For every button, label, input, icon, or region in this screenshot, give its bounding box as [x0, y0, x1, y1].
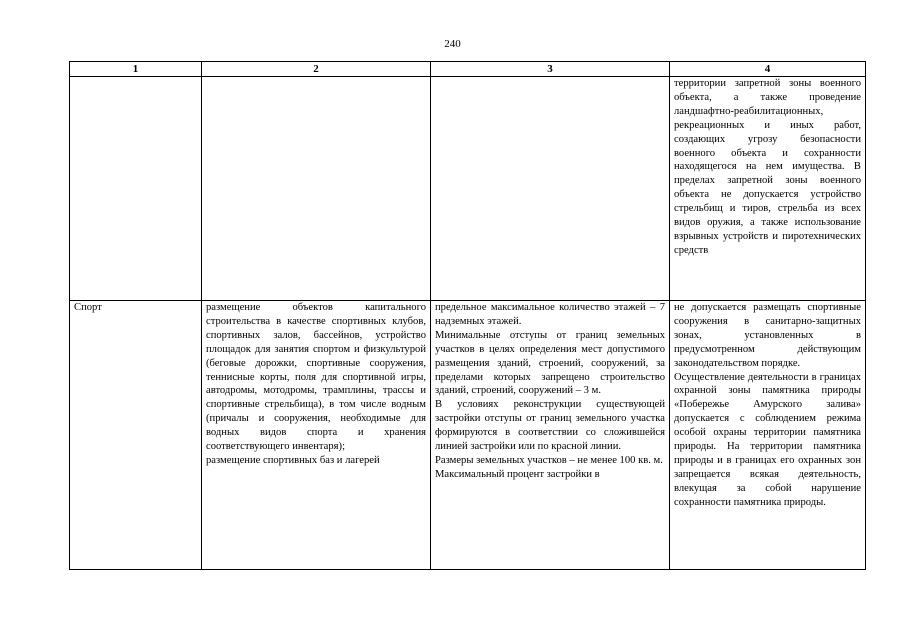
document-table — [69, 61, 866, 570]
table-cell — [670, 301, 866, 570]
restrictions-text: не допускается размещать спортивные сооружения в санитарно-защитных зонах, установленных в предусмотренном действующим законодательством порядке. Осуществление деятельности в границах охранной зоны памятника природы «Побережье Амурского залива» допускается с соблюдением режима особой охраны территории памятника природы. На территории памятника природы и в границах его охранных зон запрещается всякая деятельность, влекущая за собой нарушение сохранности памятника природы. — [674, 302, 861, 508]
parameters-text: предельное максимальное количество этажей – 7 надземных этажей. Минимальные отступы от границ земельных участков в целях определения мест допустимого размещения зданий, строений, сооружений, за пределами которых запрещено строительство зданий, строений, сооружений – 3 м. В условиях реконструкции существующей застройки отступы от границ земельного участка формируются в соответствии со сложившейся линией застройки или по красной линии. Размеры земельных участков – не менее 100 кв. м. Максимальный процент застройки в — [435, 302, 665, 480]
use-type-name: Спорт — [74, 302, 102, 313]
table-header-row — [70, 62, 866, 77]
column-header-1: 1 — [70, 62, 202, 77]
table-cell — [70, 77, 202, 301]
column-header-2: 2 — [202, 62, 431, 77]
column-header-3: 3 — [431, 62, 670, 77]
table-row-sport — [70, 301, 866, 570]
cell-text: территории запретной зоны военного объекта, а также проведение ландшафтно-реабилитационных, рекреационных и иных работ, создающих угрозу безопасности военного объекта и сохранности находящегося на нем имущества. В пределах запретной зоны военного объекта не допускается устройство стрельбищ и тиров, стрельба из всех видов оружия, а также использование взрывных устройств и пиротехнических средств — [674, 78, 861, 256]
table-cell — [202, 77, 431, 301]
table-cell — [202, 301, 431, 570]
table-row-continuation — [70, 77, 866, 301]
table-cell — [431, 301, 670, 570]
use-description: размещение объектов капитального строительства в качестве спортивных клубов, спортивных залов, бассейнов, устройство площадок для занятия спортом и физкультурой (беговые дорожки, спортивные сооружения, теннисные корты, поля для спортивной игры, автодромы, мотодромы, трамплины, трассы и спортивные стрельбища), в том числе водным (причалы и сооружения, необходимые для водных видов спорта и хранения соответствующего инвентаря); размещение спортивных баз и лагерей — [206, 302, 426, 466]
page-number: 240 — [444, 38, 461, 50]
table-cell — [70, 301, 202, 570]
table-cell — [431, 77, 670, 301]
table-cell — [670, 77, 866, 301]
column-header-4: 4 — [670, 62, 866, 77]
